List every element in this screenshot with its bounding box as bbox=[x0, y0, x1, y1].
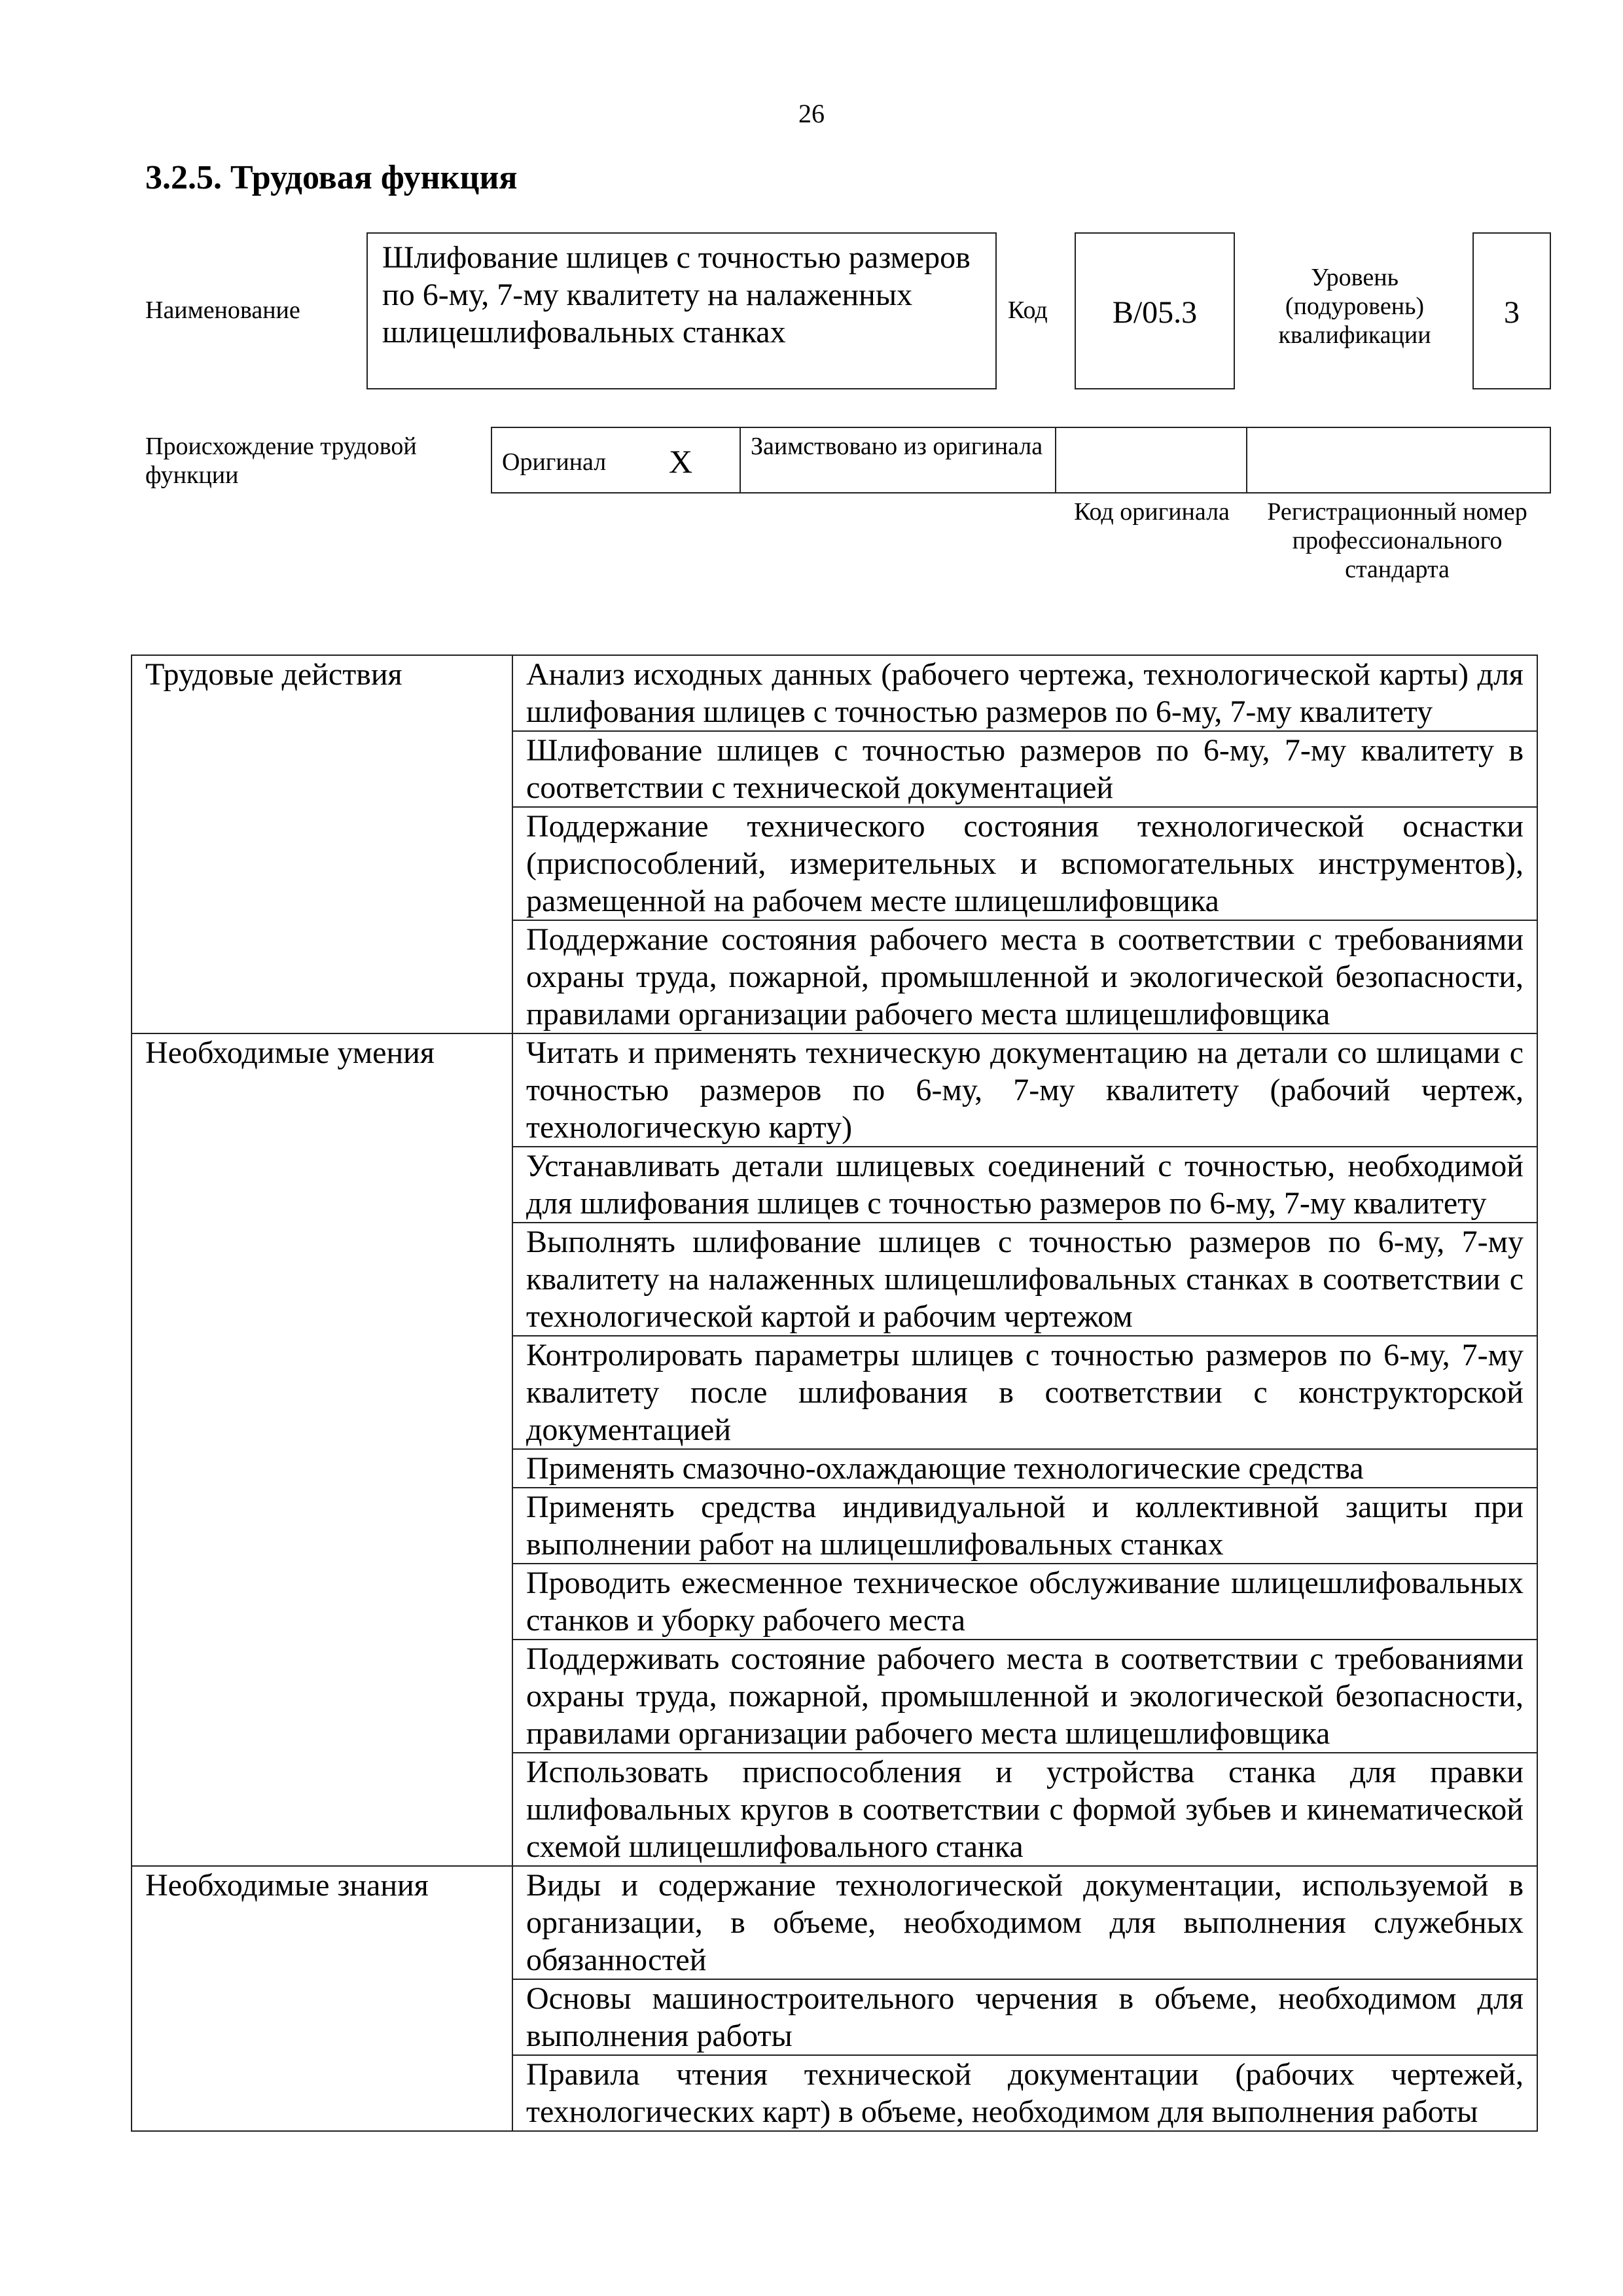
borrowed-label: Заимствовано из оригинала bbox=[751, 433, 1043, 460]
origin-label: Происхождение трудовой функции bbox=[145, 433, 417, 489]
table-cell-item: Шлифование шлицев с точностью размеров по 6-му, 7-му квалитету в соответствии с технической документацией bbox=[512, 731, 1537, 807]
function-name-value: Шлифование шлицев с точностью размеров по 6-му, 7-му квалитету на налаженных шлицешлифовальных станках bbox=[382, 240, 971, 350]
table-cell-item: Применять средства индивидуальной и коллективной защиты при выполнении работ на шлицешлифовальных станках bbox=[512, 1488, 1537, 1564]
divider bbox=[1055, 428, 1056, 493]
name-label: Наименование bbox=[145, 296, 300, 324]
section-title: 3.2.5. Трудовая функция bbox=[145, 159, 518, 196]
table-row bbox=[132, 1866, 1537, 1979]
table-cell-item: Выполнять шлифование шлицев с точностью размеров по 6-му, 7-му квалитету на налаженных шлицешлифовальных станках в соответствии с технологической картой и рабочим чертежом bbox=[512, 1223, 1537, 1336]
functions-table bbox=[131, 655, 1538, 2132]
table-cell-item: Устанавливать детали шлицевых соединений с точностью, необходимой для шлифования шлицев с точностью размеров по 6-му, 7-му квалитету bbox=[512, 1147, 1537, 1223]
table-cell-item: Проводить ежесменное техническое обслуживание шлицешлифовальных станков и уборку рабочего места bbox=[512, 1564, 1537, 1640]
table-cell-item: Поддержание технического состояния технологической оснастки (приспособлений, измерительных и вспомогательных инструментов), размещенной на рабочем месте шлицешлифовщика bbox=[512, 807, 1537, 920]
level-value-cell bbox=[1472, 232, 1551, 389]
page-number: 26 bbox=[798, 99, 825, 128]
original-code-caption: Код оригинала bbox=[1074, 498, 1230, 526]
reg-number-caption: Регистрационный номер профессионального стандарта bbox=[1267, 498, 1527, 583]
table-cell-item: Применять смазочно-охлаждающие технологические средства bbox=[512, 1449, 1537, 1488]
table-cell-item: Виды и содержание технологической документации, используемой в организации, в объеме, необходимом для выполнения служебных обязанностей bbox=[512, 1866, 1537, 1979]
origin-row bbox=[491, 427, 1551, 493]
table-row bbox=[132, 1033, 1537, 1147]
table-cell-item: Поддержание состояния рабочего места в соответствии с требованиями охраны труда, пожарной, промышленной и экологической безопасности, правилами организации рабочего места шлицешлифовщика bbox=[512, 920, 1537, 1033]
table-cell-item: Поддерживать состояние рабочего места в соответствии с требованиями охраны труда, пожарной, промышленной и экологической безопасности, правилами организации рабочего места шлицешлифовщика bbox=[512, 1640, 1537, 1753]
level-value: 3 bbox=[1504, 295, 1520, 330]
section-category: Необходимые знания bbox=[132, 1866, 512, 2131]
code-value: B/05.3 bbox=[1112, 295, 1198, 330]
original-mark: X bbox=[669, 443, 693, 480]
original-label: Оригинал bbox=[502, 448, 607, 476]
divider bbox=[1246, 428, 1247, 493]
code-label: Код bbox=[1008, 296, 1048, 324]
table-cell-item: Анализ исходных данных (рабочего чертежа, технологической карты) для шлифования шлицев с точностью размеров по 6-му, 7-му квалитету bbox=[512, 655, 1537, 731]
table-cell-item: Использовать приспособления и устройства станка для правки шлифовальных кругов в соответствии с формой зубьев и кинематической схемой шлицешлифовального станка bbox=[512, 1753, 1537, 1866]
table-cell-item: Контролировать параметры шлицев с точностью размеров по 6-му, 7-му квалитету после шлифования в соответствии с конструкторской документацией bbox=[512, 1336, 1537, 1449]
table-cell-item: Читать и применять техническую документацию на детали со шлицами с точностью размеров по 6-му, 7-му квалитету (рабочий чертеж, технологическую карту) bbox=[512, 1033, 1537, 1147]
level-label: Уровень (подуровень) квалификации bbox=[1278, 264, 1431, 349]
code-value-cell bbox=[1075, 232, 1235, 389]
divider bbox=[740, 428, 741, 493]
table-row bbox=[132, 655, 1537, 731]
section-category: Необходимые умения bbox=[132, 1033, 512, 1866]
table-cell-item: Основы машиностроительного черчения в объеме, необходимом для выполнения работы bbox=[512, 1979, 1537, 2055]
function-name-cell bbox=[366, 232, 997, 389]
section-category: Трудовые действия bbox=[132, 655, 512, 1033]
table-cell-item: Правила чтения технической документации (рабочих чертежей, технологических карт) в объеме, необходимом для выполнения работы bbox=[512, 2055, 1537, 2131]
